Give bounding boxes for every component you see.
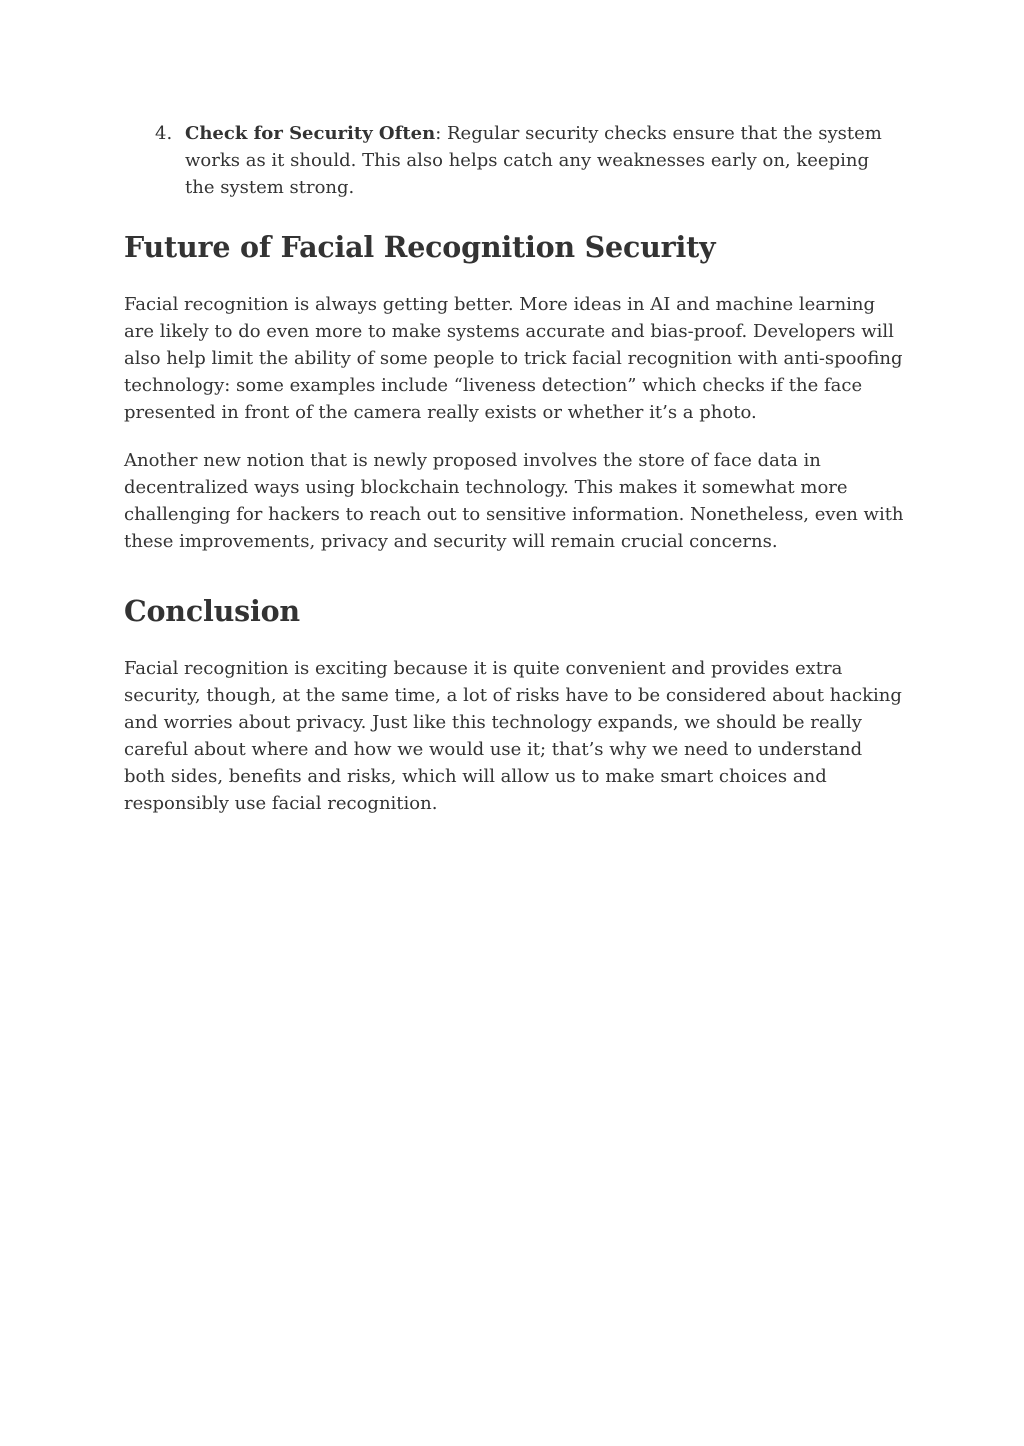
list-item-number: 4. <box>155 123 173 144</box>
paragraph-future-1: Facial recognition is always getting better. More ideas in AI and machine learning are likely to do even more to make systems accurate and bias-proof. Developers will also help limit the ability of some people to trick facial recognition with anti-spoofing technology: some examples include “liveness detection” which checks if the face presented in front of the camera really exists or whether it’s a photo. <box>124 294 903 423</box>
document-page <box>124 120 904 817</box>
paragraph-future-2: Another new notion that is newly proposed involves the store of face data in decentralized ways using blockchain technology. This makes it somewhat more challenging for hackers to reach out to sensitive information. Nonetheless, even with these improvements, privacy and security will remain crucial concerns. <box>124 450 904 552</box>
paragraph-conclusion: Facial recognition is exciting because it is quite convenient and provides extra security, though, at the same time, a lot of risks have to be considered about hacking and worries about privacy. Just like this technology expands, we should be really careful about where and how we would use it; that’s why we need to understand both sides, benefits and risks, which will allow us to make smart choices and responsibly use facial recognition. <box>124 658 902 814</box>
list-item-check-security <box>124 120 904 201</box>
section-heading-conclusion: Conclusion <box>124 594 300 628</box>
section-heading-future: Future of Facial Recognition Security <box>124 230 716 264</box>
list-item-term: Check for Security Often <box>185 123 436 144</box>
list-item-text: : Regular security checks ensure that the system works as it should. This also helps catch any weaknesses early on, keeping the system strong. <box>185 123 882 198</box>
